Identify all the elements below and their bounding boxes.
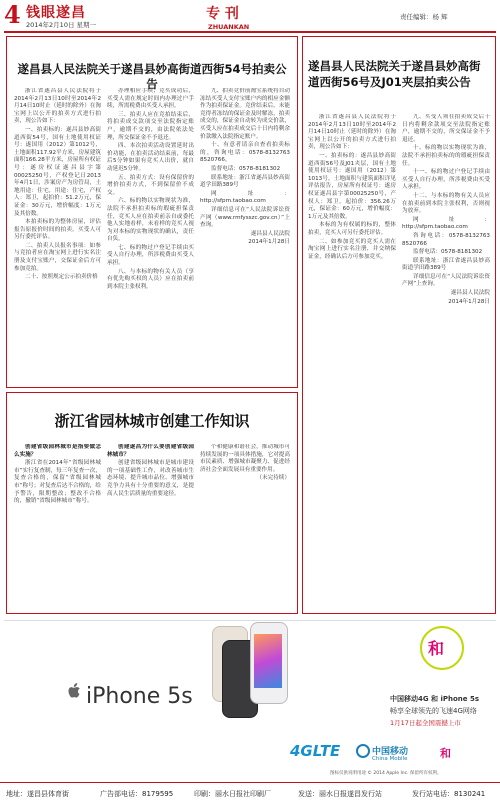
article-1-headline: 遂昌县人民法院关于遂昌县妙高街道西街54号拍卖公告 xyxy=(17,62,287,91)
apple-logo-icon xyxy=(68,682,82,700)
paragraph: 个和健康和谐社会，推动城市可持续发展的一项具体措施，它对提高市民素质、增强城市凝聚力、促进经济社会全面发展具有重要作用。 xyxy=(200,444,290,473)
question: 创建遂昌为什么要创建省级园林城市？ xyxy=(107,444,194,458)
ad-subline: 畅享全球领先的飞速4G网络 xyxy=(390,707,477,715)
paragraph: 详细信息可在“人民法院诉讼资产网（www.rmfysszc.gov.cn）”上查询。 xyxy=(200,206,290,229)
article-3-col-3 xyxy=(200,444,290,610)
paragraph: 五、拍卖方式：设有保留价的增价拍卖方式，不到保留价不成交。 xyxy=(107,174,194,196)
carrier-name-en: China Mobile xyxy=(372,756,408,762)
paragraph: 本标的为有权属的标的，整体拍卖，竞买人可另行委托评估。 xyxy=(308,222,396,236)
footer-print: 印刷：丽水日报社印刷厂 xyxy=(194,790,271,798)
paragraph: 九、拍卖竞价前淘宝系统将自动冻结买受人支付宝账户内的相应金额作为拍卖保证金。竞价结束后，未能竞得者冻结的保证金及时解冻，拍卖成交的，保证金自动转为成交价款，买受人应在拍卖成交后十日内将剩余价款缴入法院指定账户。 xyxy=(200,88,290,140)
paragraph: 监督电话：0578-8181302 xyxy=(211,165,281,172)
section-subtitle: ZHUANKAN xyxy=(208,23,250,31)
footer-ad-phone: 广告部电话：8179595 xyxy=(100,790,174,798)
paper-name: 钱眼遂昌 xyxy=(26,5,86,21)
signature-date: 2014年1月28日 xyxy=(248,239,290,246)
issue-date: 2014年2月10日 星期一 xyxy=(26,21,97,29)
article-1-col-2 xyxy=(107,88,194,384)
footer-address: 地址：遂昌县体育街 xyxy=(6,790,69,798)
article-2-col-1 xyxy=(308,114,396,610)
paragraph: 二、如参加竞买的竞买人需在淘宝网上进行实名注册，并交纳保证金，经确认后方可参加竞买。 xyxy=(308,238,396,260)
paragraph: 咨询电话：0578-8132763 8520766 xyxy=(402,232,490,247)
paragraph: 监督电话：0578-8181302 xyxy=(413,249,483,256)
article-2-col-2 xyxy=(402,114,490,610)
paragraph: 四、本次拍卖活动设置延时出价功能，在拍卖活动结束前，每最后5分钟如果有竞买人出价，就自动延迟5分钟。 xyxy=(107,143,194,172)
paragraph: 十一、标的物过户登记手续由买受人自行办理，所涉税费由买受人承担。 xyxy=(402,169,490,191)
paragraph: 三、拍卖人应在竞拍结束后，将拍卖成交款项交至法院指定账户，逾期不交的，由法院依法处理，所交保证金不予退还。 xyxy=(107,111,194,141)
ad-release-date: 1月17日起全国震撼上市 xyxy=(390,719,461,727)
paragraph: 十二、与本标的物有关人员应在拍卖前到本院主张权利，否则视为放弃。 xyxy=(402,192,490,215)
paragraph: 八、与本标的物有关人员（享有优先购买权的人员）应在拍卖前到本院主张权利。 xyxy=(107,268,194,290)
paragraph: 十、标的物以实物现状为准，法院不承担拍卖标的的瑕疵担保责任。 xyxy=(402,145,490,167)
signature-court: 遂昌县人民法院 xyxy=(250,230,290,237)
editor-credit: 责任编辑：杨 辉 xyxy=(400,13,448,21)
top-rule xyxy=(4,31,496,33)
paragraph: 一、拍卖标的：遂昌县妙高街道西街56号及J01夹层，国有土地使用权证号：遂国用（2012）第1013号，土地面积与建筑面积详见评估报告，房屋所有权证号：遂房权证遂昌县字第00025250号，产权人：郑卫，起拍价：356.26万元，保证金：60万元，增价幅度：1万元及其倍数。 xyxy=(308,152,396,220)
article-1-col-3 xyxy=(200,88,290,384)
paragraph: 详细信息可在“人民法院诉讼资产网”上查询。 xyxy=(402,273,490,288)
article-1-col-1 xyxy=(14,88,101,384)
paragraph: 七、标的物过户登记手续由买受人自行办理，所涉税费由买受人承担。 xyxy=(107,244,194,267)
paragraph: 网址：http://sfpm.taobao.com xyxy=(402,216,490,231)
footer-issue-phone: 发行站电话：8130241 xyxy=(412,790,486,798)
article-2-headline: 遂昌县人民法院关于遂昌县妙高街道西街56号及J01夹层拍卖公告 xyxy=(308,59,481,89)
to-be-continued: （未完待续） xyxy=(256,475,290,482)
and-brand-text: 和 xyxy=(428,639,445,658)
paragraph: 六、标的物以实物现状为准，法院不承担拍卖标的瑕疵担保责任，竞买人应在拍卖前亲自或委托他人实地看样，未看样的竞买人视为对本标的实物现状的确认，责任自负。 xyxy=(107,198,194,243)
paragraph: 一、拍卖标的：遂昌县妙高街道西街54号，国有土地使用权证号：遂国用（2012）第1012号，土地面积117.92平方米，房屋建筑面积166.28平方米，房屋所有权证号：遂房权证遂昌县字第00025250号，产权登记日2013年4月1日，涉案房产为房管局，土地用途：住宅，用途：住宅，产权人：郑卫，起拍价：51.2万元，保证金：30万元，增价幅度：1万元及其倍数。 xyxy=(14,126,101,217)
paragraph: 本拍卖标的为整体房屋，评估报告原报价时间的拍卖。买受人可另行委托评估。 xyxy=(14,219,101,241)
footer-distribution: 发送：丽水日报遂昌发行站 xyxy=(298,790,382,798)
question: 创建省级园林城市是指要做怎么实施？ xyxy=(14,444,101,458)
phone-screen xyxy=(254,634,282,688)
paragraph: 浙江省遂昌县人民法院将于2014年2月13日10时至2014年2月14日10时止（延时的除外）在淘宝网上以公开的拍卖方式进行拍卖，现公告如下： xyxy=(308,114,396,151)
paragraph: 联系地址：浙江省遂昌县妙高街道学田路389号 xyxy=(402,257,490,272)
ad-headline: 中国移动4G 和 iPhone 5s xyxy=(390,695,480,703)
paragraph: 创建省级园林城市是城市建设的一项基础性工作，对改善城市生态环境、提升城市品位、增强城市竞争力具有十分重要的意义，是提高人民生活质量的重要途径。 xyxy=(107,460,194,497)
signature-date: 2014年1月28日 xyxy=(448,298,490,305)
paragraph: 二、拍卖人员报名事项：如参与竞拍者应在淘宝网上进行实名注册及支付宝账户，交保证金后方可参加竞拍。 xyxy=(14,242,101,272)
section-title: 专 刊 xyxy=(206,6,239,22)
article-3-headline: 浙江省园林城市创建工作知识 xyxy=(54,412,250,430)
paragraph: 浙江省在2014年“省级园林城市”实行复查制，每三年复查一次，复查合格的，保留“省级园林城市”称号；对复查后达不合格的，给予警告，限期整改；整改不合格的，撤销“省级园林城市”称号。 xyxy=(14,460,101,505)
paragraph: 二十、按照规定公示拍卖价格 xyxy=(25,274,98,281)
paragraph: 联系地址：浙江省遂昌县妙高街道学田路389号 xyxy=(200,174,290,189)
paragraph: 浙江省遂昌县人民法院将于2014年2月13日10时至2014年2月14日10时止（延时的除外）在淘宝网上以公开的拍卖方式进行拍卖，现公告如下： xyxy=(14,88,101,125)
paragraph: 网址：http://sfpm.taobao.com xyxy=(200,190,290,205)
network-4glte-logo: 4GLTE xyxy=(290,742,341,760)
china-mobile-icon xyxy=(356,744,370,758)
paragraph: 九、买受人须在拍卖成交后十日内将剩余款项交至法院指定账户，逾期不交的，所交保证金不予退还。 xyxy=(402,114,490,143)
product-name: iPhone 5s xyxy=(86,684,193,709)
paragraph: 十、有意者请亲自查看拍卖标的，咨询电话：0578-8132763 8520766。 xyxy=(200,142,290,164)
signature-court: 遂昌县人民法院 xyxy=(450,290,490,297)
carrier-name: 中国移动 xyxy=(372,747,409,757)
article-3-col-1 xyxy=(14,444,101,610)
article-3-col-2 xyxy=(107,444,194,610)
ad-fine-print: 图标仅供说明用途 © 2014 Apple Inc. 保留所有权利。 xyxy=(330,771,442,776)
and-slogan: 和 xyxy=(440,747,451,760)
page-number: 4 xyxy=(4,0,21,29)
paragraph: 办理相应手续；竞买成功后，买受人需在规定时间内办理过户手续，所需税费由买受人承担。 xyxy=(107,88,194,110)
